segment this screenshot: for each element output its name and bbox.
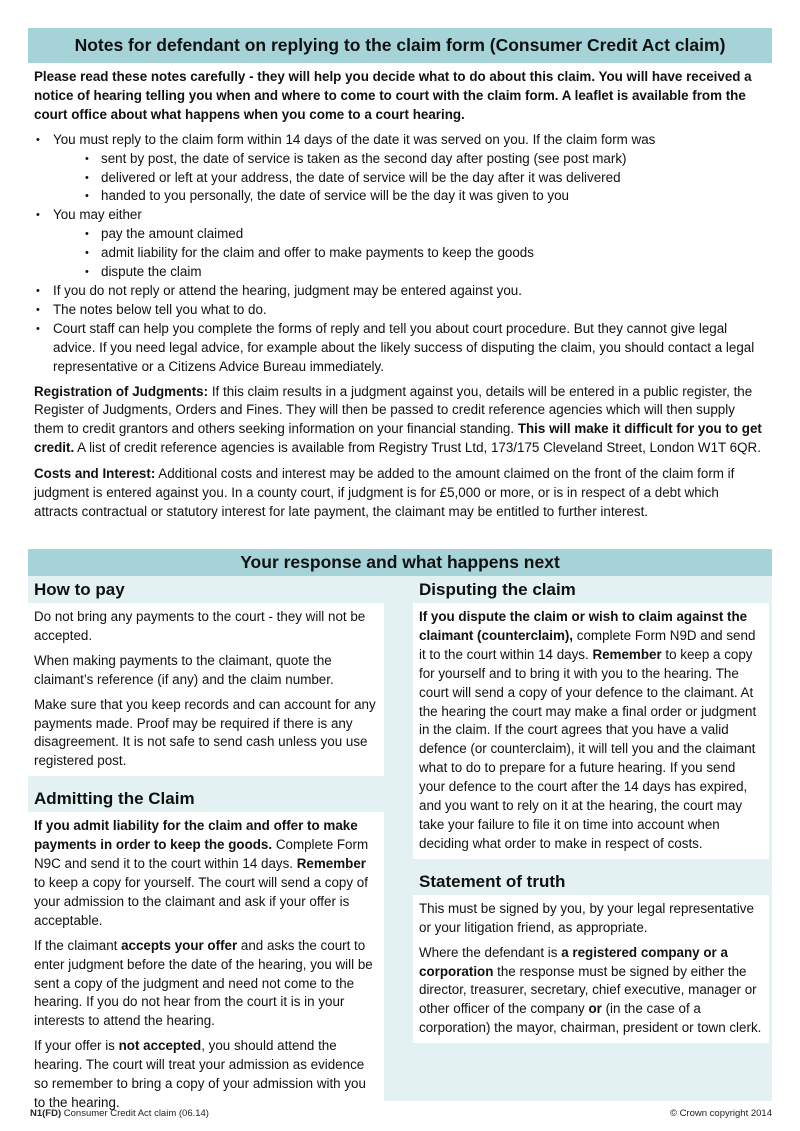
list-item: • pay the amount claimed [53, 225, 766, 244]
list-item: • You may either • pay the amount claimed • admit liability for the claim and offer to make payments to keep the goods • dispute the claim [34, 206, 766, 282]
form-name: Consumer Credit Act claim (06.14) [61, 1108, 209, 1119]
list-item: • Court staff can help you complete the forms of reply and tell you about court procedure. But they cannot give legal advice. If you need legal advice, for example about the likely success of disputing the claim, you should contact a legal representative or a Citizens Advice Bureau immediately. [34, 320, 766, 377]
how-to-pay-heading: How to pay [34, 580, 125, 599]
list-item: • sent by post, the date of service is taken as the second day after posting (see post mark) [53, 150, 766, 169]
paragraph: If you admit liability for the claim and offer to make payments in order to keep the goods. Complete Form N9C and send it to the court within 14 days. Remember to keep a copy for yourself. The court will send a copy of your admission to the claimant and ask if your offer is acceptable. [34, 818, 369, 928]
paragraph: This must be signed by you, by your legal representative or your litigation friend, as appropriate. [419, 900, 754, 935]
page-footer [30, 1106, 772, 1122]
instructions-list [34, 131, 766, 377]
left-column [28, 576, 384, 1118]
list-item: • The notes below tell you what to do. [34, 301, 766, 320]
response-heading: Your response and what happens next [28, 549, 772, 576]
admitting-box [28, 812, 384, 1118]
how-to-pay-box [28, 603, 384, 776]
list-item: • dispute the claim [53, 263, 766, 282]
list-item: • You must reply to the claim form within 14 days of the date it was served on you. If the claim form was • sent by post, the date of service is taken as the second day after posting (see post mark) • delivered or left at your address, the date of service will be the day after it was delivered • handed to you personally, the date of service will be the day it was given to you [34, 131, 766, 207]
options-list [53, 225, 766, 282]
paragraph: If the claimant accepts your offer and asks the court to enter judgment before the date of the hearing, you will be sent a copy of the judgment and need not come to the hearing. If you do not hear from the court it is in your interests to attend the hearing. [34, 937, 373, 1029]
admitting-heading: Admitting the Claim [34, 789, 195, 809]
paragraph: Do not bring any payments to the court - they will not be accepted. [34, 609, 366, 643]
notes-sheet [28, 28, 772, 1110]
list-item: • If you do not reply or attend the hearing, judgment may be entered against you. [34, 282, 766, 301]
truth-box [413, 895, 769, 1043]
paragraph: When making payments to the claimant, quote the claimant’s reference (if any) and the claim number. [34, 652, 334, 687]
list-item: • admit liability for the claim and offer to make payments to keep the goods [53, 244, 766, 263]
copyright: © Crown copyright 2014 [669, 1108, 772, 1119]
paragraph: Make sure that you keep records and can account for any payments made. Proof may be required if there is any disagreement. It is not safe to send cash unless you use registered post. [34, 696, 376, 769]
registration-paragraph: Registration of Judgments: If this claim results in a judgment against you, details will be entered in a public register, the Register of Judgments, Orders and Fines. They will then be passed to credit reference agencies which will then supply them to credit grantors and others seeking information on your financial standing. This will make it difficult for you to get credit. A list of credit reference agencies is available from Registry Trust Ltd, 173/175 Cleveland Street, London W1T 6QR. [34, 383, 762, 456]
service-date-list [53, 150, 766, 207]
paragraph: Where the defendant is a registered company or a corporation the response must be signed by either the director, treasurer, secretary, chief executive, manager or other officer of the company or (in the case of a corporation) the mayor, chairman, president or town clerk. [419, 944, 762, 1036]
page-title: Notes for defendant on replying to the claim form (Consumer Credit Act claim) [28, 28, 772, 63]
form-code: N1(FD) [30, 1108, 62, 1119]
costs-paragraph: Costs and Interest: Additional costs and interest may be added to the amount claimed on the front of the claim form if judgment is entered against you. In a county court, if judgment is for £5,000 or more, or is in respect of a debt which attracts contractual or statutory interest for late payment, the claimant may be entitled to further interest. [34, 466, 735, 519]
list-item: • handed to you personally, the date of service will be the day it was given to you [53, 187, 766, 206]
paragraph: If you dispute the claim or wish to claim against the claimant (counterclaim), complete Form N9D and send it to the court within 14 days. Remember to keep a copy for yourself and to bring it with you to the hearing. The court will send a copy of your defence to the claimant. At the hearing the court may make a final order or judgment in the claim. If the court agrees that you have a valid defence (or counterclaim), it will tell you and the claimant what to do to prepare for a future hearing. If you send your defence to the court after the 14 days has expired, and you want to rely on it at the hearing, the court may take your failure to file it on time into account when deciding what order to make in respect of costs. [419, 609, 757, 851]
paragraph: If your offer is not accepted, you should attend the hearing. The court will treat your admission as evidence so remember to bring a copy of your admission with you to the hearing. [34, 1038, 366, 1110]
right-column [413, 576, 769, 1043]
truth-heading: Statement of truth [419, 871, 566, 891]
disputing-box [413, 603, 769, 859]
list-item: • delivered or left at your address, the date of service will be the day after it was delivered [53, 169, 766, 188]
intro-lead: Please read these notes carefully - they will help you decide what to do about this claim. You will have received a notice of hearing telling you when and where to come to court with the claim form. A leaflet is available from the court office about what happens when you come to a court hearing. [34, 69, 752, 122]
disputing-heading: Disputing the claim [419, 580, 576, 599]
intro-section [28, 63, 772, 566]
